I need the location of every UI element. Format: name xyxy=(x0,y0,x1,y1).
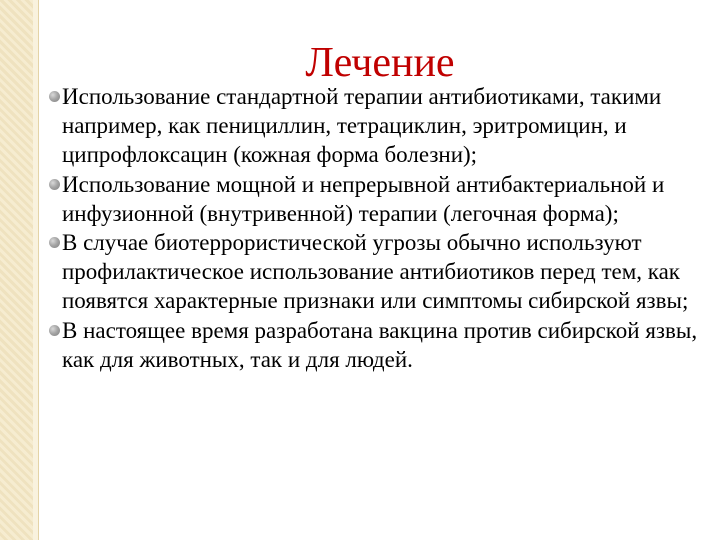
bullet-text: В случае биотеррористической угрозы обычно используют профилактическое использование антибиотиков перед тем, как появятся характерные признаки или симптомы сибирской язвы; xyxy=(62,230,689,314)
side-band-highlight xyxy=(33,0,38,540)
decorative-side-band xyxy=(0,0,39,540)
slide-title: Лечение xyxy=(305,40,455,87)
bullet-list xyxy=(50,82,710,374)
bullet-icon xyxy=(49,237,60,248)
bullet-item-vaccine xyxy=(50,316,710,374)
bullet-text: В настоящее время разработана вакцина против сибирской язвы, как для животных, так и для людей. xyxy=(62,317,698,372)
bullet-text: Использование мощной и непрерывной антибактериальной и инфузионной (внутривенной) терапии (легочная форма); xyxy=(62,171,665,226)
bullet-icon xyxy=(49,325,60,336)
bullet-item-standard-therapy xyxy=(50,82,710,170)
bullet-icon xyxy=(49,179,60,190)
bullet-text: Использование стандартной терапии антибиотиками, такими например, как пенициллин, тетрациклин, эритромицин, и ципрофлоксацин (кожная форма болезни); xyxy=(62,84,662,168)
bullet-item-bioterrorism-prophylaxis xyxy=(50,228,710,316)
bullet-item-intensive-therapy xyxy=(50,170,710,228)
bullet-icon xyxy=(49,91,60,102)
